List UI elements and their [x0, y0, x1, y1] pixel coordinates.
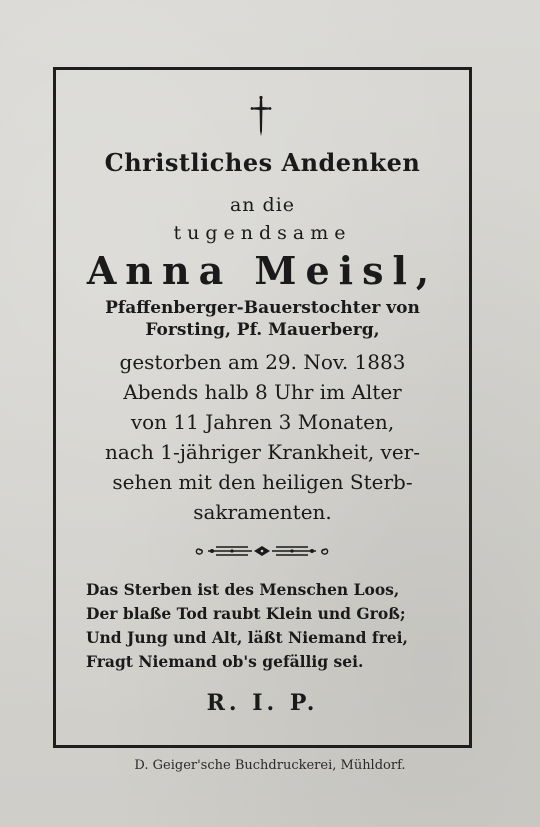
- body-line-4: Abends halb 8 Uhr im Alter: [123, 380, 402, 404]
- body-line-3: gestorben am 29. Nov. 1883: [119, 350, 406, 374]
- closing-rip: R. I. P.: [206, 690, 319, 716]
- verse-line-3: Und Jung und Alt, läßt Niemand frei,: [86, 628, 408, 647]
- body-line-5: von 11 Jahren 3 Monaten,: [130, 410, 395, 434]
- ornament-divider-icon: [192, 541, 332, 561]
- cross-icon: [250, 95, 272, 137]
- body-line-2: Forsting, Pf. Mauerberg,: [145, 320, 380, 340]
- body-line-1: Pfaffenberger-Bauerstochter von: [105, 298, 420, 318]
- body-line-8: sakramenten.: [193, 500, 332, 524]
- verse-line-4: Fragt Niemand ob's gefällig sei.: [86, 652, 364, 671]
- line-an-die: an die: [229, 194, 296, 216]
- deceased-name: Anna Meisl,: [86, 248, 439, 293]
- body-line-6: nach 1-jähriger Krankheit, ver-: [105, 440, 420, 464]
- body-line-7: sehen mit den heiligen Sterb-: [112, 470, 413, 494]
- printer-imprint: D. Geiger'sche Buchdruckerei, Mühldorf.: [134, 758, 406, 773]
- verse-line-1: Das Sterben ist des Menschen Loos,: [86, 580, 400, 599]
- card-heading: Christliches Andenken: [104, 148, 421, 177]
- line-tugendsame: tugendsame: [173, 222, 352, 244]
- verse-line-2: Der blaße Tod raubt Klein und Groß;: [86, 604, 406, 623]
